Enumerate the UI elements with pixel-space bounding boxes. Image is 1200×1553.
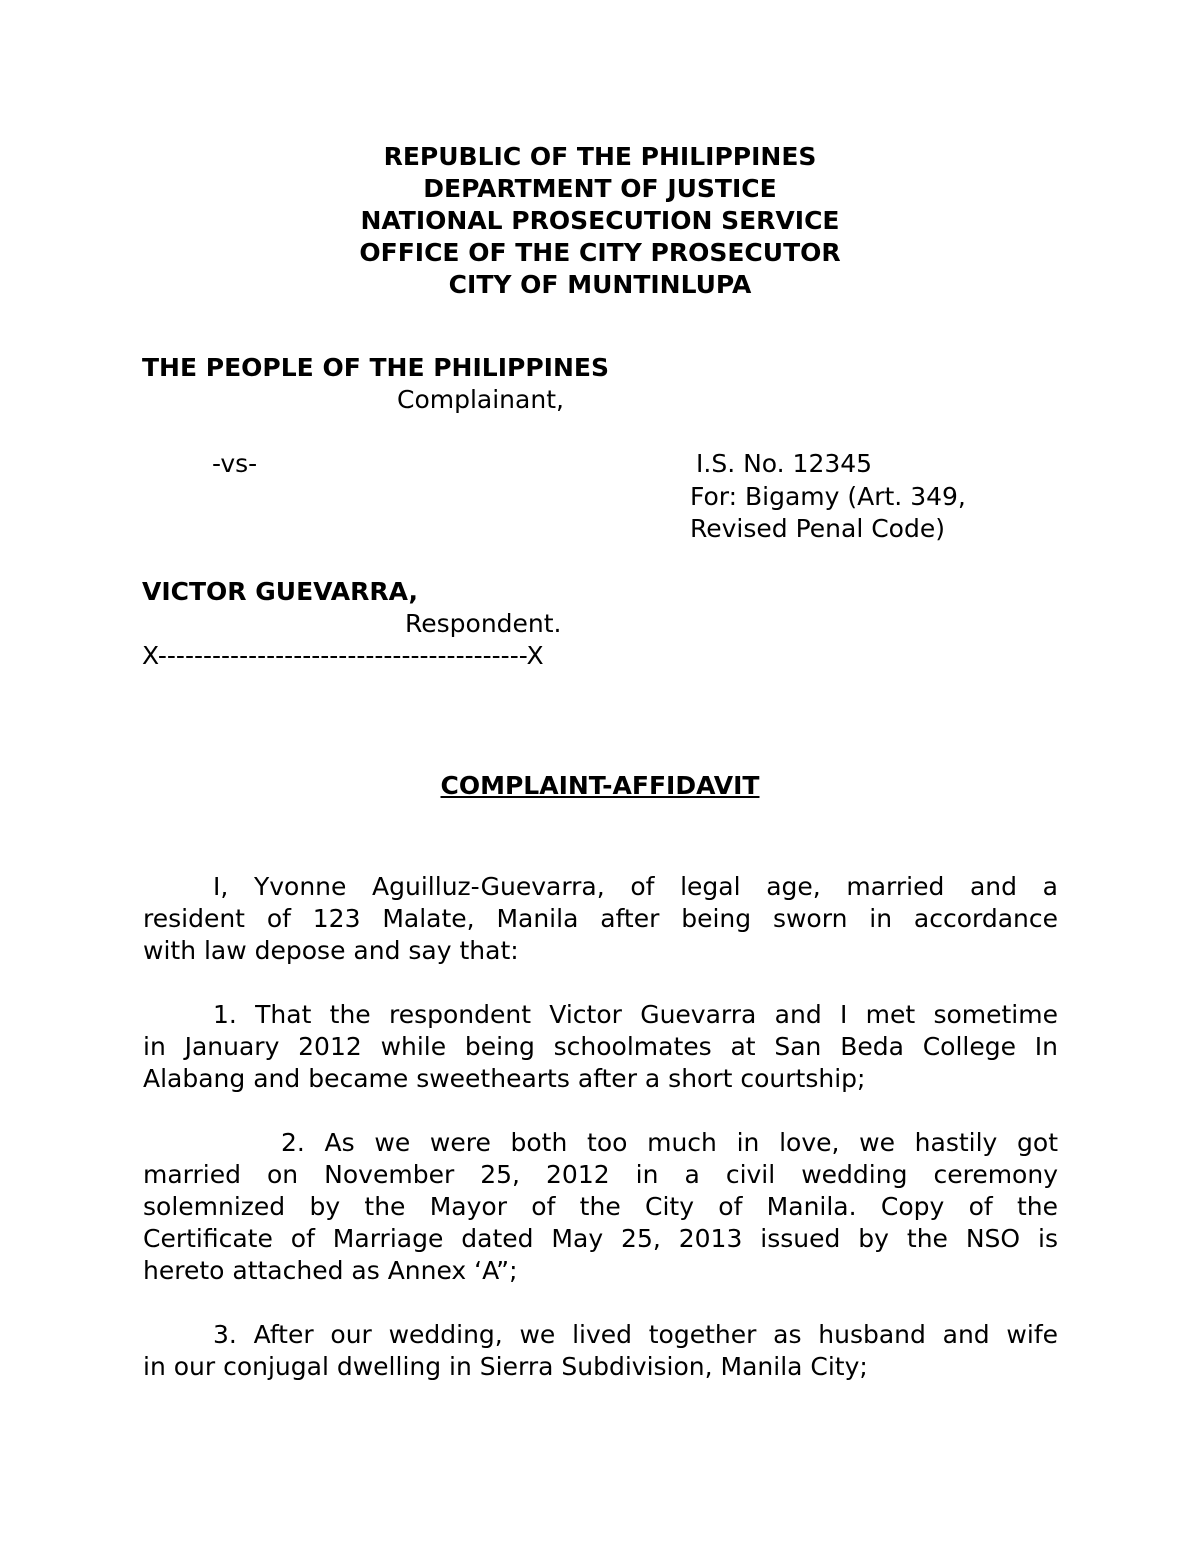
header-city: CITY OF MUNTINLUPA xyxy=(448,270,752,299)
case-number: I.S. No. 12345 xyxy=(696,449,873,478)
versus-label: -vs- xyxy=(212,449,258,478)
paragraph-line: solemnized by the Mayor of the City of Manila. Copy of the xyxy=(143,1192,1058,1221)
paragraph-2 xyxy=(143,1127,1058,1287)
header-republic: REPUBLIC OF THE PHILIPPINES xyxy=(383,142,817,171)
respondent-role: Respondent. xyxy=(405,609,562,638)
paragraph-line: Certificate of Marriage dated May 25, 2013 issued by the NSO is xyxy=(143,1224,1058,1253)
complainant-name: THE PEOPLE OF THE PHILIPPINES xyxy=(142,353,609,382)
intro-line: resident of 123 Malate, Manila after being sworn in accordance xyxy=(143,904,1058,933)
header-service: NATIONAL PROSECUTION SERVICE xyxy=(360,206,840,235)
complainant-role: Complainant, xyxy=(397,385,564,414)
intro-paragraph xyxy=(143,871,1058,967)
document-title: COMPLAINT-AFFIDAVIT xyxy=(440,771,760,800)
caption-separator: X-----------------------------------------X xyxy=(142,641,544,670)
paragraph-line: 3. After our wedding, we lived together as husband and wife xyxy=(213,1320,1058,1349)
paragraph-line: 2. As we were both too much in love, we hastily got xyxy=(281,1128,1058,1157)
paragraph-line: Alabang and became sweethearts after a short courtship; xyxy=(143,1064,866,1093)
intro-line: I, Yvonne Aguilluz-Guevarra, of legal age, married and a xyxy=(213,872,1058,901)
paragraph-line: married on November 25, 2012 in a civil wedding ceremony xyxy=(143,1160,1058,1189)
paragraph-line: hereto attached as Annex ‘A”; xyxy=(143,1256,518,1285)
intro-line: with law depose and say that: xyxy=(143,936,519,965)
header-department: DEPARTMENT OF JUSTICE xyxy=(423,174,777,203)
charge-line-1: For: Bigamy (Art. 349, xyxy=(690,482,966,511)
header-office: OFFICE OF THE CITY PROSECUTOR xyxy=(359,238,841,267)
paragraph-3 xyxy=(143,1319,1058,1383)
paragraph-line: in January 2012 while being schoolmates at San Beda College In xyxy=(143,1032,1058,1061)
charge-line-2: Revised Penal Code) xyxy=(690,514,945,543)
paragraph-line: in our conjugal dwelling in Sierra Subdivision, Manila City; xyxy=(143,1352,868,1381)
respondent-name: VICTOR GUEVARRA, xyxy=(142,577,418,606)
paragraph-line: 1. That the respondent Victor Guevarra and I met sometime xyxy=(213,1000,1058,1029)
paragraph-1 xyxy=(143,999,1058,1095)
